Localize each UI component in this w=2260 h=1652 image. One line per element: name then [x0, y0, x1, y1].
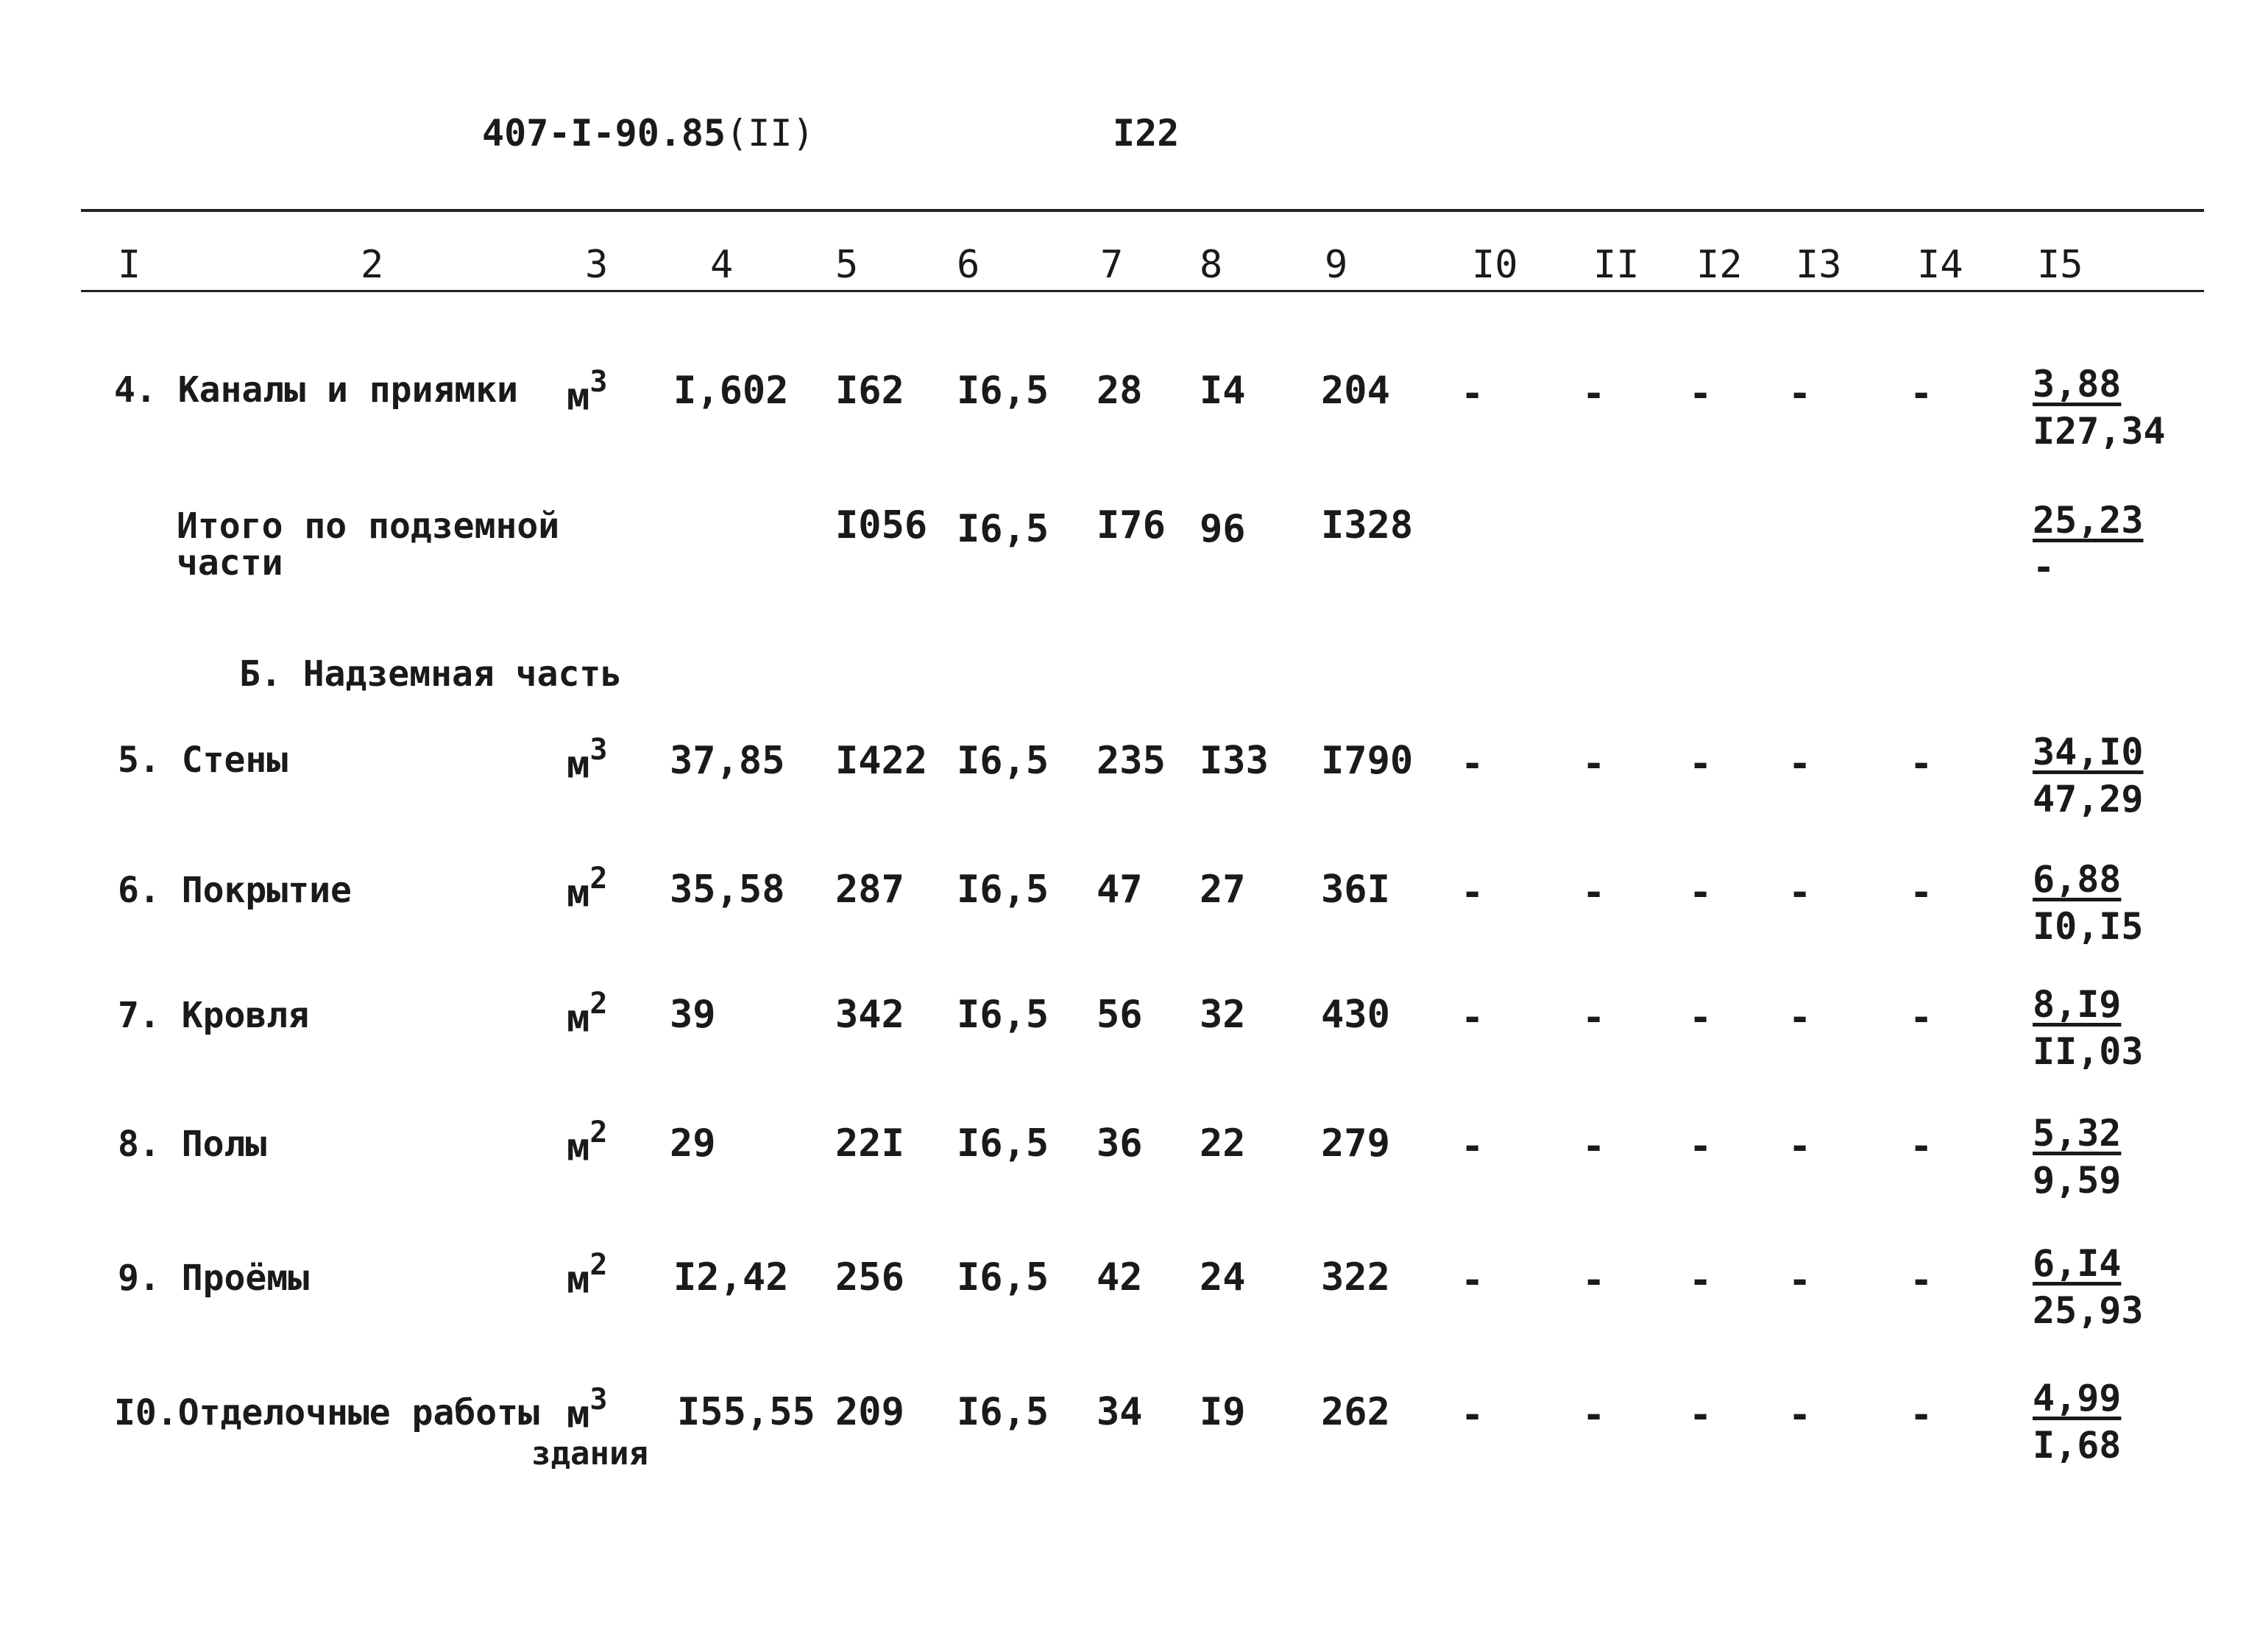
- cell-col10: -: [1461, 1124, 1484, 1169]
- cell-col4: 37,85: [670, 739, 785, 783]
- page-number: I22: [1113, 112, 1180, 155]
- cell-col6: I6,5: [957, 739, 1049, 783]
- column-header-4: 4: [710, 243, 734, 287]
- cell-col10: -: [1461, 742, 1484, 786]
- cell-col8: 24: [1200, 1255, 1246, 1300]
- cell-col11: -: [1582, 372, 1606, 416]
- row-name: 7. Кровля: [118, 995, 310, 1036]
- cell-col10: -: [1461, 1258, 1484, 1302]
- cell-col11: -: [1582, 871, 1606, 915]
- column-header-10: I0: [1472, 243, 1518, 287]
- cell-col13: -: [1788, 996, 1812, 1040]
- subtotal-col6: I6,5: [957, 507, 1049, 551]
- unit-base: м: [567, 1258, 590, 1302]
- column-header-11: II: [1593, 243, 1640, 287]
- row-unit: [567, 365, 608, 419]
- cell-col12: -: [1689, 372, 1712, 416]
- cell-col5: 342: [835, 993, 904, 1037]
- col15-top-value: 34,I0: [2033, 731, 2144, 773]
- column-header-2: 2: [361, 243, 384, 287]
- cell-col11: -: [1582, 742, 1606, 786]
- col15-bottom-value: I27,34: [2033, 410, 2166, 453]
- row-name: 5. Стены: [118, 740, 288, 781]
- col15-top-value: 6,I4: [2033, 1242, 2122, 1285]
- row-name: I0.Отделочные работы: [114, 1392, 539, 1433]
- col15-bottom-value: II,03: [2033, 1030, 2144, 1073]
- unit-exponent: 3: [589, 733, 608, 767]
- cell-col7: 235: [1097, 739, 1166, 783]
- cell-col10: -: [1461, 372, 1484, 416]
- cell-col12: -: [1689, 871, 1712, 915]
- cell-col9: 36I: [1321, 868, 1390, 912]
- column-header-6: 6: [957, 243, 980, 287]
- row-unit: [567, 733, 608, 787]
- cell-col12: -: [1689, 1124, 1712, 1169]
- document-code: [482, 112, 815, 155]
- col15-bottom-value: I0,I5: [2033, 905, 2144, 948]
- cell-col5: I62: [835, 369, 904, 413]
- cell-col15: [2033, 856, 2144, 950]
- subtotal-col5: I056: [835, 503, 928, 547]
- cell-col4: 29: [670, 1121, 716, 1166]
- col15-top-value: 3,88: [2033, 363, 2122, 405]
- col15-top-value: 4,99: [2033, 1377, 2122, 1419]
- cell-col7: 47: [1097, 868, 1143, 912]
- col15-bottom-value: 47,29: [2033, 778, 2144, 820]
- cell-col10: -: [1461, 871, 1484, 915]
- cell-col4: I2,42: [673, 1255, 789, 1300]
- cell-col4: 39: [670, 993, 716, 1037]
- cell-col5: 22I: [835, 1121, 904, 1166]
- cell-col6: I6,5: [957, 369, 1049, 413]
- unit-base: м: [567, 742, 590, 787]
- cell-col9: 430: [1321, 993, 1390, 1037]
- cell-col11: -: [1582, 1393, 1606, 1437]
- unit-exponent: 2: [589, 1248, 608, 1282]
- cell-col7: 34: [1097, 1390, 1143, 1434]
- section-title: Б. Надземная часть: [239, 653, 623, 695]
- cell-col7: 56: [1097, 993, 1143, 1037]
- unit-exponent: 3: [589, 365, 608, 399]
- cell-col6: I6,5: [957, 1390, 1049, 1434]
- column-header-9: 9: [1325, 243, 1348, 287]
- cell-col15: [2033, 981, 2144, 1075]
- row-name: 6. Покрытие: [118, 870, 352, 911]
- cell-col6: I6,5: [957, 1121, 1049, 1166]
- cell-col8: I33: [1200, 739, 1269, 783]
- col15-bottom-value: I,68: [2033, 1424, 2122, 1467]
- cell-col15: [2033, 728, 2144, 823]
- column-header-15: I5: [2037, 243, 2083, 287]
- subtotal-col7: I76: [1097, 503, 1166, 547]
- subtotal-label: [177, 508, 559, 582]
- column-header-13: I3: [1796, 243, 1842, 287]
- unit-exponent: 2: [589, 1116, 608, 1149]
- row-unit: [567, 862, 608, 916]
- document-code-text: 407-I-90.85: [482, 112, 726, 155]
- column-header-8: 8: [1200, 243, 1223, 287]
- cell-col15: [2033, 1240, 2144, 1334]
- unit-exponent: 2: [589, 862, 608, 896]
- cell-col14: -: [1910, 1258, 1933, 1302]
- column-header-7: 7: [1100, 243, 1124, 287]
- column-header-1: I: [118, 243, 141, 287]
- cell-col9: 279: [1321, 1121, 1390, 1166]
- subtotal-col8: 96: [1200, 507, 1246, 551]
- unit-base: м: [567, 996, 590, 1041]
- row-name: 4. Каналы и приямки: [114, 369, 519, 411]
- cell-col8: 32: [1200, 993, 1246, 1037]
- cell-col5: 287: [835, 868, 904, 912]
- unit-exponent: 2: [589, 987, 608, 1021]
- column-header-12: I2: [1696, 243, 1743, 287]
- cell-col14: -: [1910, 742, 1933, 786]
- cell-col9: 322: [1321, 1255, 1390, 1300]
- document-part: (II): [726, 112, 815, 155]
- column-header-3: 3: [585, 243, 609, 287]
- cell-col11: -: [1582, 996, 1606, 1040]
- cell-col13: -: [1788, 1393, 1812, 1437]
- subtotal-col15: [2033, 497, 2144, 591]
- cell-col13: -: [1788, 742, 1812, 786]
- unit-exponent: 3: [589, 1383, 608, 1417]
- cell-col10: -: [1461, 1393, 1484, 1437]
- cell-col12: -: [1689, 1393, 1712, 1437]
- cell-col14: -: [1910, 871, 1933, 915]
- cell-col13: -: [1788, 1124, 1812, 1169]
- unit-base: м: [567, 1392, 590, 1437]
- cell-col14: -: [1910, 372, 1933, 416]
- unit-base: м: [567, 871, 590, 916]
- cell-col12: -: [1689, 1258, 1712, 1302]
- cell-col14: -: [1910, 1124, 1933, 1169]
- col15-top-value: 5,32: [2033, 1112, 2122, 1155]
- cell-col11: -: [1582, 1124, 1606, 1169]
- unit-base: м: [567, 375, 590, 419]
- column-header-14: I4: [1917, 243, 1963, 287]
- subtotal-label-line2: части: [177, 542, 283, 584]
- cell-col15: [2033, 1110, 2121, 1204]
- cell-col15: [2033, 1375, 2121, 1469]
- row-name: 8. Полы: [118, 1124, 267, 1165]
- row-unit: [567, 987, 608, 1041]
- cell-col12: -: [1689, 742, 1712, 786]
- cell-col7: 28: [1097, 369, 1143, 413]
- cell-col8: I9: [1200, 1390, 1246, 1434]
- cell-col10: -: [1461, 996, 1484, 1040]
- col15-bottom-value: 9,59: [2033, 1159, 2122, 1202]
- cell-col14: -: [1910, 1393, 1933, 1437]
- subtotal-col9: I328: [1321, 503, 1414, 547]
- cell-col13: -: [1788, 871, 1812, 915]
- cell-col8: 27: [1200, 868, 1246, 912]
- cell-col13: -: [1788, 1258, 1812, 1302]
- cell-col7: 36: [1097, 1121, 1143, 1166]
- cell-col9: I790: [1321, 739, 1414, 783]
- column-header-5: 5: [835, 243, 859, 287]
- cell-col5: 256: [835, 1255, 904, 1300]
- cell-col5: 209: [835, 1390, 904, 1434]
- cell-col6: I6,5: [957, 1255, 1049, 1300]
- subtotal-col15-bottom: -: [2033, 546, 2055, 589]
- row-name: 9. Проёмы: [118, 1258, 310, 1299]
- col15-bottom-value: 25,93: [2033, 1289, 2144, 1332]
- cell-col15: [2033, 361, 2166, 455]
- row-unit: [567, 1248, 608, 1302]
- cell-col13: -: [1788, 372, 1812, 416]
- row-unit: [567, 1116, 608, 1170]
- cell-col5: I422: [835, 739, 928, 783]
- row-unit: [567, 1383, 608, 1437]
- cell-col9: 204: [1321, 369, 1390, 413]
- table-top-rule: [81, 209, 2204, 212]
- col15-top-value: 6,88: [2033, 858, 2122, 901]
- cell-col4: 35,58: [670, 868, 785, 912]
- row-unit-note: здания: [531, 1435, 648, 1472]
- cell-col8: 22: [1200, 1121, 1246, 1166]
- cell-col6: I6,5: [957, 868, 1049, 912]
- cell-col8: I4: [1200, 369, 1246, 413]
- cell-col11: -: [1582, 1258, 1606, 1302]
- cell-col14: -: [1910, 996, 1933, 1040]
- table-header-rule: [81, 290, 2204, 292]
- cell-col4: I55,55: [677, 1390, 815, 1434]
- cell-col9: 262: [1321, 1390, 1390, 1434]
- cell-col7: 42: [1097, 1255, 1143, 1300]
- subtotal-col15-top: 25,23: [2033, 499, 2144, 542]
- cell-col12: -: [1689, 996, 1712, 1040]
- unit-base: м: [567, 1125, 590, 1170]
- col15-top-value: 8,I9: [2033, 983, 2122, 1026]
- subtotal-label-line1: Итого по подземной: [177, 506, 560, 547]
- cell-col4: I,602: [673, 369, 789, 413]
- cell-col6: I6,5: [957, 993, 1049, 1037]
